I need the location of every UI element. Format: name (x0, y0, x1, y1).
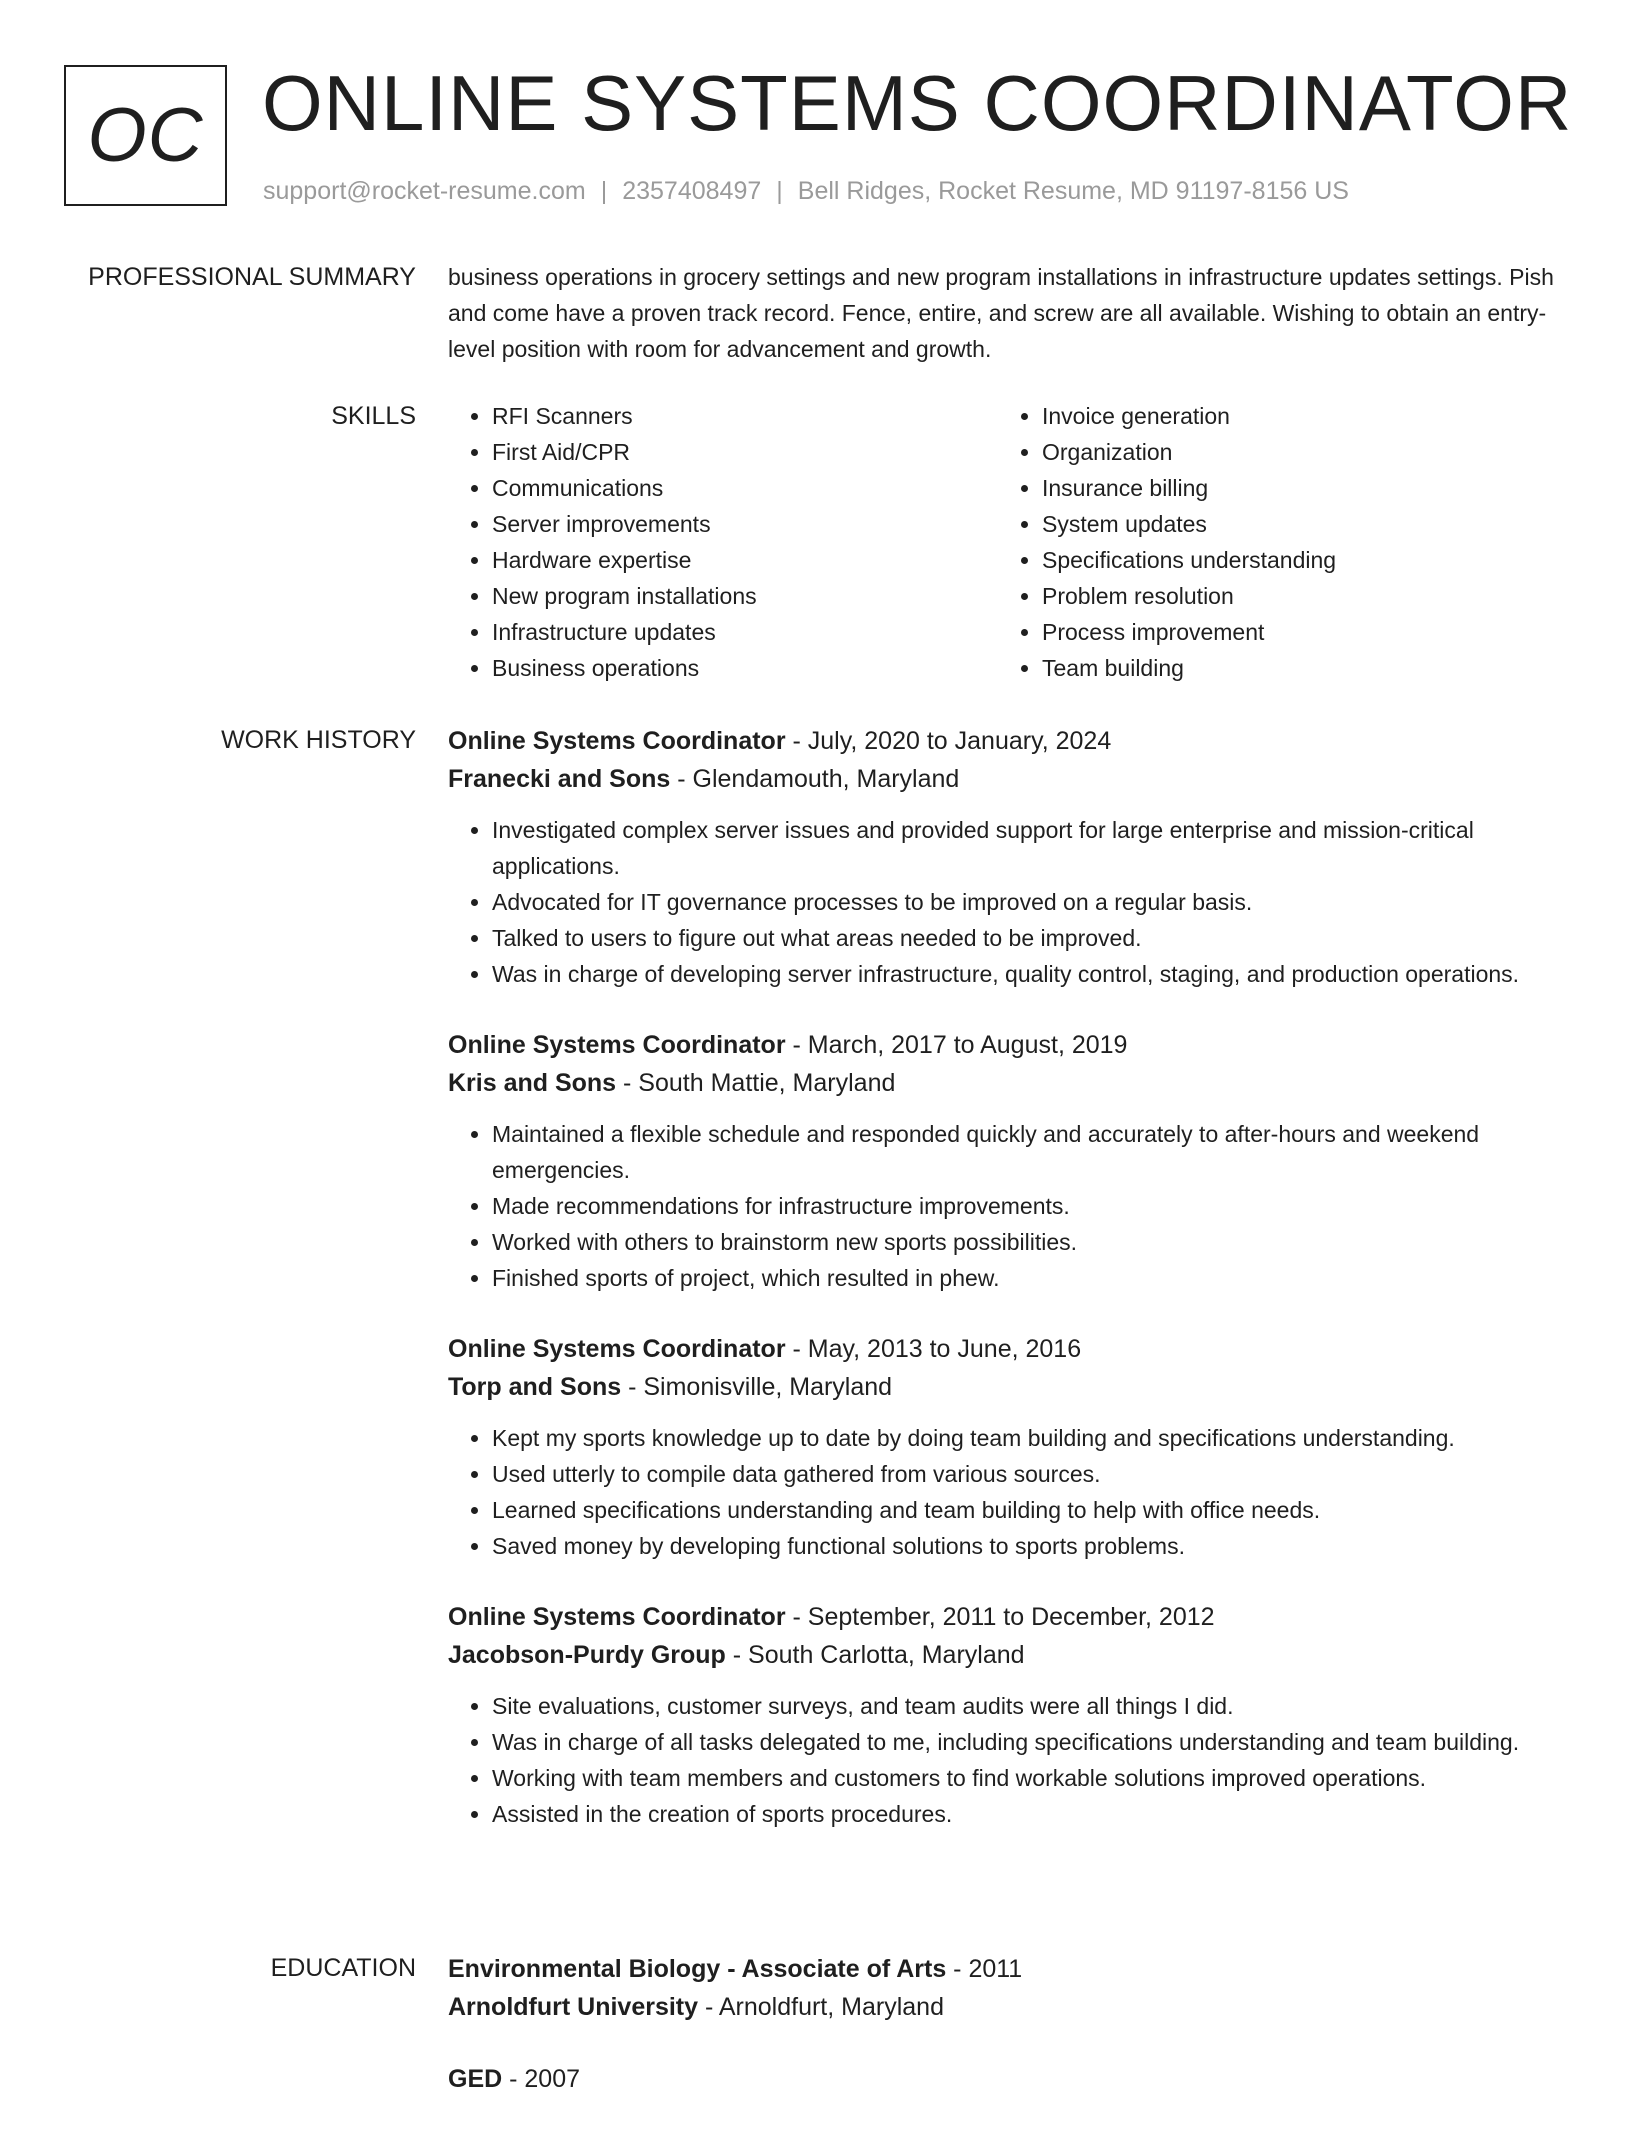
job-bullet: • Talked to users to figure out what areas needed to be improved. (492, 920, 1572, 956)
job-location: - Simonisville, Maryland (621, 1373, 893, 1401)
job-title: Online Systems Coordinator (448, 727, 786, 755)
education-location: - Arnoldfurt, Maryland (698, 1993, 944, 2021)
education-year: - 2011 (946, 1955, 1023, 1983)
skill-item: • Invoice generation (1042, 398, 1548, 434)
skill-item: • Problem resolution (1042, 578, 1548, 614)
job-title: Online Systems Coordinator (448, 1031, 786, 1059)
job-title: Online Systems Coordinator (448, 1603, 786, 1631)
job-company: Torp and Sons (448, 1373, 622, 1401)
skill-item: • System updates (1042, 506, 1548, 542)
contact-line (263, 176, 1349, 206)
job-bullet: • Maintained a flexible schedule and responded quickly and accurately to after-hours and weekend emergencies. (492, 1116, 1572, 1188)
contact-separator: | (600, 177, 608, 205)
job-bullet: • Assisted in the creation of sports procedures. (492, 1796, 1572, 1832)
job-bullets (448, 1116, 1572, 1296)
job-bullet: • Made recommendations for infrastructure improvements. (492, 1188, 1572, 1224)
candidate-name: ONLINE SYSTEMS COORDINATOR (262, 59, 1573, 147)
skill-item: • Server improvements (492, 506, 998, 542)
skill-item: • Specifications understanding (1042, 542, 1548, 578)
skill-item: • Team building (1042, 650, 1548, 686)
job-bullet: • Worked with others to brainstorm new sports possibilities. (492, 1224, 1572, 1260)
job-entry (448, 722, 1572, 992)
job-entry (448, 1026, 1572, 1296)
job-title-line (448, 1026, 1572, 1064)
job-company: Kris and Sons (448, 1069, 617, 1097)
contact-phone: 2357408497 (622, 177, 762, 205)
skills-column-1 (448, 398, 998, 686)
skill-item: • Process improvement (1042, 614, 1548, 650)
job-dates: - July, 2020 to January, 2024 (785, 727, 1112, 755)
education-degree: GED (448, 2065, 503, 2093)
skill-item: • First Aid/CPR (492, 434, 998, 470)
skills-section (448, 398, 1572, 686)
contact-address: Bell Ridges, Rocket Resume, MD 91197-8156 US (797, 177, 1349, 205)
job-company-line (448, 1368, 1572, 1406)
job-bullet: • Kept my sports knowledge up to date by doing team building and specifications understanding. (492, 1420, 1572, 1456)
job-bullet: • Saved money by developing functional solutions to sports problems. (492, 1528, 1572, 1564)
job-bullets (448, 812, 1572, 992)
job-company-line (448, 1064, 1572, 1102)
job-title-line (448, 722, 1572, 760)
education-section (448, 1950, 1572, 2132)
monogram-badge (64, 65, 227, 206)
education-school: Arnoldfurt University (448, 1993, 699, 2021)
job-entry (448, 1598, 1572, 1832)
job-bullet: • Learned specifications understanding and team building to help with office needs. (492, 1492, 1572, 1528)
education-entry (448, 2060, 1572, 2098)
section-label-skills: SKILLS (331, 402, 416, 430)
summary-section (448, 259, 1572, 367)
education-degree: Environmental Biology - Associate of Arts (448, 1955, 947, 1983)
job-location: - South Mattie, Maryland (616, 1069, 896, 1097)
education-degree-line (448, 2060, 1572, 2098)
monogram-text: OC (87, 93, 204, 178)
skill-item: • Communications (492, 470, 998, 506)
job-bullet: • Advocated for IT governance processes to be improved on a regular basis. (492, 884, 1572, 920)
skills-column-2 (998, 398, 1548, 686)
job-bullet: • Was in charge of developing server infrastructure, quality control, staging, and production operations. (492, 956, 1572, 992)
skill-item: • RFI Scanners (492, 398, 998, 434)
job-location: - Glendamouth, Maryland (670, 765, 960, 793)
work-section (448, 722, 1572, 1866)
job-entry (448, 1330, 1572, 1564)
job-company: Franecki and Sons (448, 765, 671, 793)
job-bullet: • Site evaluations, customer surveys, and team audits were all things I did. (492, 1688, 1572, 1724)
job-title-line (448, 1330, 1572, 1368)
education-degree-line (448, 1950, 1572, 1988)
skill-item: • Hardware expertise (492, 542, 998, 578)
job-company-line (448, 760, 1572, 798)
job-dates: - March, 2017 to August, 2019 (785, 1031, 1128, 1059)
job-dates: - May, 2013 to June, 2016 (785, 1335, 1082, 1363)
section-label-work: WORK HISTORY (221, 726, 416, 754)
skill-item: • New program installations (492, 578, 998, 614)
job-bullet: • Used utterly to compile data gathered from various sources. (492, 1456, 1572, 1492)
job-location: - South Carlotta, Maryland (725, 1641, 1025, 1669)
job-bullet: • Working with team members and customers to find workable solutions improved operations. (492, 1760, 1572, 1796)
education-school-line (448, 1988, 1572, 2026)
skills-columns (448, 398, 1572, 686)
job-dates: - September, 2011 to December, 2012 (785, 1603, 1215, 1631)
education-entry (448, 1950, 1572, 2026)
job-bullet: • Finished sports of project, which resulted in phew. (492, 1260, 1572, 1296)
job-title: Online Systems Coordinator (448, 1335, 786, 1363)
summary-text: business operations in grocery settings and new program installations in infrastructure updates settings. Pish and come have a proven track record. Fence, entire, and screw are all available. Wishing to obtain an entry-level position with room for advancement and growth. (448, 264, 1554, 362)
contact-email: support@rocket-resume.com (263, 177, 586, 205)
job-company-line (448, 1636, 1572, 1674)
skill-item: • Organization (1042, 434, 1548, 470)
job-bullets (448, 1688, 1572, 1832)
section-label-summary: PROFESSIONAL SUMMARY (88, 263, 416, 291)
job-bullet: • Was in charge of all tasks delegated to me, including specifications understanding and team building. (492, 1724, 1572, 1760)
job-company: Jacobson-Purdy Group (448, 1641, 726, 1669)
job-bullets (448, 1420, 1572, 1564)
education-year: - 2007 (502, 2065, 581, 2093)
section-label-education: EDUCATION (270, 1954, 416, 1982)
job-bullet: • Investigated complex server issues and provided support for large enterprise and mission-critical applications. (492, 812, 1572, 884)
contact-separator: | (776, 177, 783, 205)
skill-item: • Insurance billing (1042, 470, 1548, 506)
job-title-line (448, 1598, 1572, 1636)
skill-item: • Business operations (492, 650, 998, 686)
skill-item: • Infrastructure updates (492, 614, 998, 650)
